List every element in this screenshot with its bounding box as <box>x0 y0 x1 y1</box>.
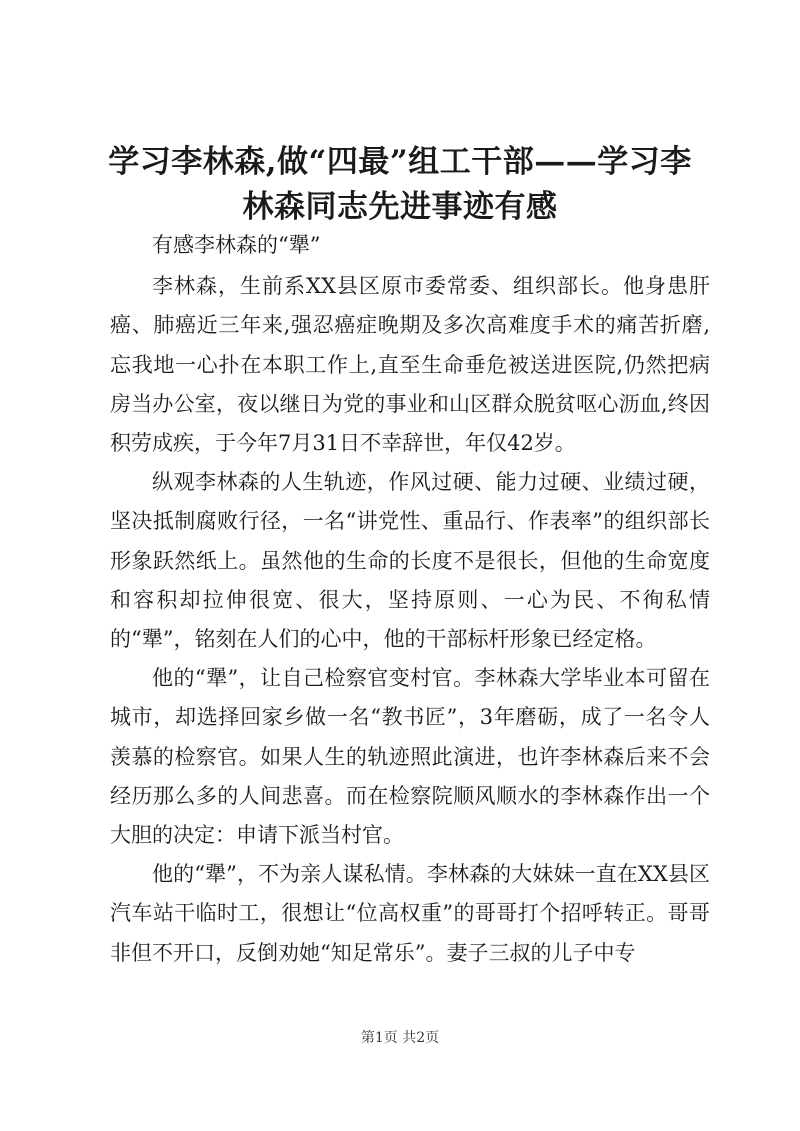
paragraph-4: 他的“犟”，不为亲人谋私情。李林森的大妹妹一直在XX县区汽车站干临时工，很想让“位高权重”的哥哥打个招呼转正。哥哥非但不开口，反倒劝她“知足常乐”。妻子三叔的儿子中专 <box>110 862 710 965</box>
document-subtitle: 有感李林森的“犟” <box>152 233 321 257</box>
document-body <box>110 226 710 973</box>
page-footer: 第1页 共2页 <box>360 1030 440 1046</box>
document-title <box>100 140 700 230</box>
title-line-1: 学习李林森,做“四最”组工干部——学习李 <box>108 144 692 180</box>
paragraph-1: 李林森，生前系XX县区原市委常委、组织部长。他身患肝癌、肺癌近三年来,强忍癌症晚期及多次高难度手术的痛苦折磨,忘我地一心扑在本职工作上,直至生命垂危被送进医院,仍然把病房当办公室，夜以继日为党的事业和山区群众脱贫呕心沥血,终因积劳成疾，于今年7月31日不幸辞世，年仅42岁。 <box>110 274 710 456</box>
title-line-2: 林森同志先进事迹有感 <box>242 189 558 225</box>
paragraph-3: 他的“犟”，让自己检察官变村官。李林森大学毕业本可留在城市，却选择回家乡做一名“教书匠”，3年磨砺，成了一名令人羡慕的检察官。如果人生的轨迹照此演进，也许李林森后来不会经历那么多的人间悲喜。而在检察院顺风顺水的李林森作出一个大胆的决定：申请下派当村官。 <box>110 666 710 848</box>
paragraph-2: 纵观李林森的人生轨迹，作风过硬、能力过硬、业绩过硬，坚决抵制腐败行径，一名“讲党性、重品行、作表率”的组织部长形象跃然纸上。虽然他的生命的长度不是很长，但他的生命宽度和容积却拉伸很宽、很大，坚持原则、一心为民、不徇私情的“犟”，铭刻在人们的心中，他的干部标杆形象已经定格。 <box>110 470 710 652</box>
